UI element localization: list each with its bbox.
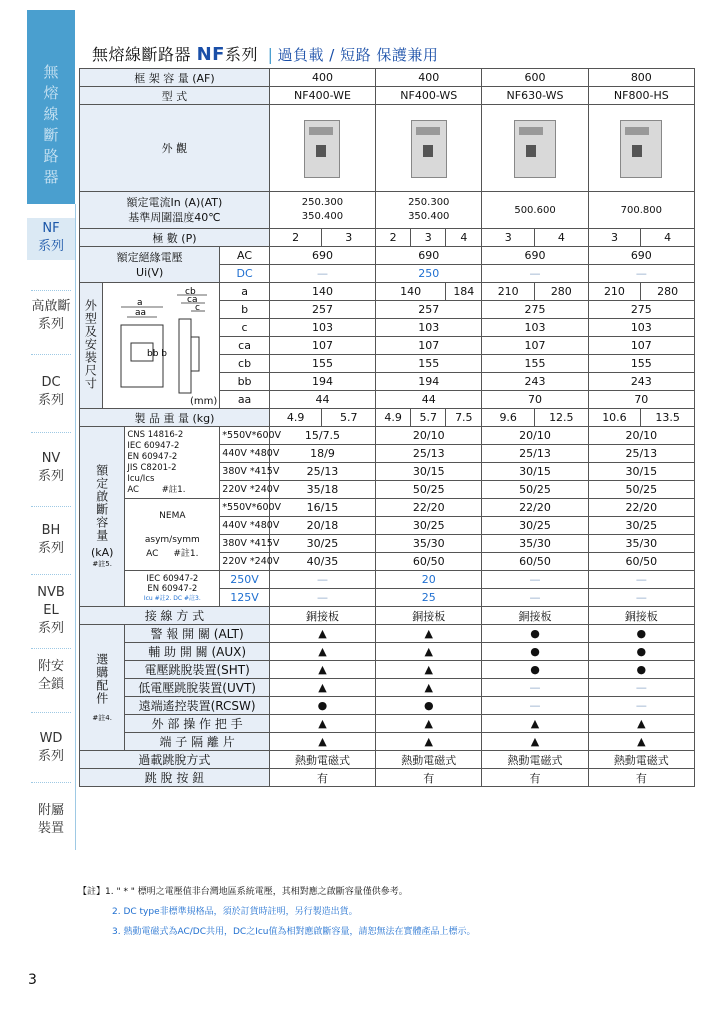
current-value: 250.300 350.400 bbox=[269, 192, 375, 229]
dim-value: 155 bbox=[376, 355, 482, 373]
svg-text:c: c bbox=[194, 303, 200, 313]
dim-value: 243 bbox=[588, 373, 694, 391]
frame-value: 400 bbox=[269, 69, 375, 87]
type-value: NF630-WS bbox=[482, 87, 588, 105]
dim-value: 44 bbox=[269, 391, 375, 409]
option-mark: ▲ bbox=[376, 643, 482, 661]
trip-value: 熱動電磁式 bbox=[588, 751, 694, 769]
option-mark: ▲ bbox=[269, 733, 375, 751]
ac-label: AC bbox=[220, 247, 270, 265]
trip-value: 熱動電磁式 bbox=[482, 751, 588, 769]
option-mark: ● bbox=[482, 661, 588, 679]
breaking-value: 60/50 bbox=[376, 553, 482, 571]
dim-value: 140 bbox=[376, 283, 446, 301]
dim-key: aa bbox=[220, 391, 270, 409]
dim-value: 275 bbox=[482, 301, 588, 319]
pole-value: 4 bbox=[535, 229, 589, 247]
spec-table bbox=[79, 68, 695, 787]
dim-value: 70 bbox=[482, 391, 588, 409]
breaking-value: 50/25 bbox=[588, 481, 694, 499]
option-mark: — bbox=[482, 697, 588, 715]
voltage-row-label: 220V *240V bbox=[220, 553, 270, 571]
dc-value: — bbox=[588, 265, 694, 283]
dim-value: 155 bbox=[482, 355, 588, 373]
sidebar-nav bbox=[27, 204, 76, 850]
weight-value: 10.6 bbox=[588, 409, 641, 427]
dim-value: 103 bbox=[482, 319, 588, 337]
breaking-value: 35/30 bbox=[376, 535, 482, 553]
breaking-value: 25 bbox=[376, 589, 482, 607]
trip-button-value: 有 bbox=[376, 769, 482, 787]
breaking-value: 16/15 bbox=[269, 499, 375, 517]
dim-title: 外型及安裝尺寸 bbox=[80, 283, 103, 409]
frame-label: 框 架 容 量 (AF) bbox=[80, 69, 270, 87]
pole-value: 3 bbox=[482, 229, 535, 247]
option-mark: ▲ bbox=[588, 733, 694, 751]
breaking-value: — bbox=[482, 571, 588, 589]
type-value: NF400-WS bbox=[376, 87, 482, 105]
weight-value: 5.7 bbox=[411, 409, 446, 427]
dim-value: 257 bbox=[376, 301, 482, 319]
voltage-row-label: 220V *240V bbox=[220, 481, 270, 499]
breaking-value: — bbox=[482, 589, 588, 607]
type-value: NF400-WE bbox=[269, 87, 375, 105]
option-mark: — bbox=[482, 679, 588, 697]
trip-button-label: 跳 脫 按 鈕 bbox=[80, 769, 270, 787]
dim-value: 155 bbox=[269, 355, 375, 373]
voltage-row-label: 440V *480V bbox=[220, 517, 270, 535]
dim-key: a bbox=[220, 283, 270, 301]
breaking-value: — bbox=[269, 589, 375, 607]
dim-value: 194 bbox=[376, 373, 482, 391]
dim-key: b bbox=[220, 301, 270, 319]
pole-value: 2 bbox=[269, 229, 322, 247]
sidebar-item-nvb-el[interactable]: NVB EL 系列 bbox=[37, 585, 65, 636]
option-mark: ▲ bbox=[269, 661, 375, 679]
option-mark: ● bbox=[482, 625, 588, 643]
option-label: 低電壓跳脫裝置(UVT) bbox=[125, 679, 269, 697]
breaking-value: 22/20 bbox=[482, 499, 588, 517]
sidebar-item-nv[interactable]: NV 系列 bbox=[37, 451, 64, 484]
sidebar-item-high-breaking[interactable]: 高啟斷 系列 bbox=[31, 299, 71, 332]
dim-value: 103 bbox=[376, 319, 482, 337]
options-title: 選購配件 #註4. bbox=[80, 625, 125, 751]
trip-value: 熱動電磁式 bbox=[376, 751, 482, 769]
dim-value: 280 bbox=[641, 283, 695, 301]
pole-value: 4 bbox=[641, 229, 695, 247]
dim-key: ca bbox=[220, 337, 270, 355]
sidebar-item-dc[interactable]: DC 系列 bbox=[37, 375, 64, 408]
breaking-value: 25/13 bbox=[376, 445, 482, 463]
svg-text:ca: ca bbox=[186, 295, 198, 305]
dim-value: 107 bbox=[588, 337, 694, 355]
trip-button-value: 有 bbox=[269, 769, 375, 787]
breaking-value: 30/15 bbox=[376, 463, 482, 481]
sidebar-item-nf[interactable]: NF 系列 bbox=[27, 218, 75, 260]
dim-key: c bbox=[220, 319, 270, 337]
weight-label: 製 品 重 量 (kg) bbox=[80, 409, 270, 427]
breaking-value: — bbox=[269, 571, 375, 589]
voltage-row-label: 380V *415V bbox=[220, 535, 270, 553]
svg-text:bb b: bb b bbox=[146, 349, 167, 359]
option-mark: ● bbox=[588, 661, 694, 679]
breaking-value: 20/10 bbox=[376, 427, 482, 445]
dim-value: 275 bbox=[588, 301, 694, 319]
breaking-value: — bbox=[588, 571, 694, 589]
dim-value: 257 bbox=[269, 301, 375, 319]
svg-text:aa: aa bbox=[134, 308, 147, 318]
option-mark: ▲ bbox=[269, 643, 375, 661]
dim-value: 155 bbox=[588, 355, 694, 373]
voltage-row-label: 440V *480V bbox=[220, 445, 270, 463]
trip-label: 過載跳脫方式 bbox=[80, 751, 270, 769]
weight-value: 12.5 bbox=[535, 409, 589, 427]
trip-value: 熱動電磁式 bbox=[269, 751, 375, 769]
breaking-value: 25/13 bbox=[588, 445, 694, 463]
dim-value: 107 bbox=[482, 337, 588, 355]
breaking-value: 30/25 bbox=[588, 517, 694, 535]
pole-value: 4 bbox=[446, 229, 482, 247]
breaking-value: 60/50 bbox=[482, 553, 588, 571]
breaking-value: 35/30 bbox=[588, 535, 694, 553]
breaking-value: 50/25 bbox=[376, 481, 482, 499]
dim-key: bb bbox=[220, 373, 270, 391]
option-mark: ▲ bbox=[376, 733, 482, 751]
option-mark: ● bbox=[588, 625, 694, 643]
breaking-value: 30/25 bbox=[376, 517, 482, 535]
option-mark: ▲ bbox=[588, 715, 694, 733]
iec-standards: IEC 60947-2 EN 60947-2 Icu #註2. DC #註3. bbox=[125, 571, 220, 607]
option-mark: ▲ bbox=[376, 661, 482, 679]
dim-key: cb bbox=[220, 355, 270, 373]
dc-voltage-label: 125V bbox=[220, 589, 270, 607]
type-label: 型 式 bbox=[80, 87, 270, 105]
breaking-value: 35/18 bbox=[269, 481, 375, 499]
option-mark: ● bbox=[482, 643, 588, 661]
option-mark: ● bbox=[269, 697, 375, 715]
weight-value: 4.9 bbox=[376, 409, 411, 427]
ac-value: 690 bbox=[269, 247, 375, 265]
svg-text:cb: cb bbox=[184, 287, 196, 297]
weight-value: 5.7 bbox=[322, 409, 376, 427]
current-value: 500.600 bbox=[482, 192, 588, 229]
option-mark: ▲ bbox=[376, 679, 482, 697]
pole-value: 3 bbox=[588, 229, 641, 247]
dim-value: 103 bbox=[588, 319, 694, 337]
sidebar-item-bh[interactable]: BH 系列 bbox=[37, 523, 64, 556]
option-mark: ▲ bbox=[269, 625, 375, 643]
option-mark: ▲ bbox=[482, 733, 588, 751]
dc-voltage-label: 250V bbox=[220, 571, 270, 589]
dim-value: 44 bbox=[376, 391, 482, 409]
breaking-value: 18/9 bbox=[269, 445, 375, 463]
breaker-image bbox=[269, 105, 375, 192]
breaking-value: 30/25 bbox=[482, 517, 588, 535]
breaker-image bbox=[482, 105, 588, 192]
option-mark: ▲ bbox=[269, 679, 375, 697]
breaker-image bbox=[376, 105, 482, 192]
breaking-value: 20 bbox=[376, 571, 482, 589]
sidebar-header: 無 熔 線 斷 路 器 bbox=[27, 10, 75, 204]
dim-value: 243 bbox=[482, 373, 588, 391]
option-label: 電壓跳脫裝置(SHT) bbox=[125, 661, 269, 679]
weight-value: 13.5 bbox=[641, 409, 695, 427]
dimension-drawing bbox=[107, 285, 215, 403]
breaking-value: 15/7.5 bbox=[269, 427, 375, 445]
dc-value: 250 bbox=[376, 265, 482, 283]
dim-unit: (mm) bbox=[189, 396, 218, 407]
option-label: 遠端遙控裝置(RCSW) bbox=[125, 697, 269, 715]
frame-value: 600 bbox=[482, 69, 588, 87]
option-label: 警 報 開 關 (ALT) bbox=[125, 625, 269, 643]
option-label: 外 部 操 作 把 手 bbox=[125, 715, 269, 733]
page-title: 無熔線斷路器 NF系列 | 過負載 / 短路 保護兼用 bbox=[92, 44, 439, 65]
current-label: 額定電流In (A)(AT) 基準周圍溫度40℃ bbox=[80, 192, 270, 229]
breaking-value: 22/20 bbox=[588, 499, 694, 517]
breaking-value: 40/35 bbox=[269, 553, 375, 571]
weight-value: 7.5 bbox=[446, 409, 482, 427]
dim-value: 210 bbox=[482, 283, 535, 301]
ac-value: 690 bbox=[482, 247, 588, 265]
sidebar bbox=[27, 10, 75, 850]
dim-value: 107 bbox=[376, 337, 482, 355]
weight-value: 9.6 bbox=[482, 409, 535, 427]
dc-label: DC bbox=[220, 265, 270, 283]
sidebar-item-wd[interactable]: WD 系列 bbox=[37, 731, 64, 764]
option-mark: ▲ bbox=[376, 715, 482, 733]
cns-standards: CNS 14816-2 IEC 60947-2 EN 60947-2 JIS C8201-2 Icu/Ics AC #註1. bbox=[125, 427, 220, 499]
breaking-value: — bbox=[588, 589, 694, 607]
breaking-value: 20/10 bbox=[482, 427, 588, 445]
voltage-row-label: *550V*600V bbox=[220, 427, 270, 445]
ac-value: 690 bbox=[588, 247, 694, 265]
poles-label: 極 數 (P) bbox=[80, 229, 270, 247]
footnotes bbox=[78, 882, 476, 942]
option-mark: ● bbox=[588, 643, 694, 661]
ac-value: 690 bbox=[376, 247, 482, 265]
dc-value: — bbox=[269, 265, 375, 283]
voltage-row-label: *550V*600V bbox=[220, 499, 270, 517]
pole-value: 2 bbox=[376, 229, 411, 247]
connection-value: 銅接板 bbox=[482, 607, 588, 625]
option-label: 端 子 隔 離 片 bbox=[125, 733, 269, 751]
breaking-value: 25/13 bbox=[269, 463, 375, 481]
nema-standards: NEMA asym/symm AC #註1. bbox=[125, 499, 220, 571]
sidebar-item-accessories[interactable]: 附屬 裝置 bbox=[37, 803, 64, 836]
breaking-value: 22/20 bbox=[376, 499, 482, 517]
dim-value: 103 bbox=[269, 319, 375, 337]
breaking-value: 60/50 bbox=[588, 553, 694, 571]
weight-value: 4.9 bbox=[269, 409, 322, 427]
svg-text:a: a bbox=[136, 298, 143, 308]
connection-value: 銅接板 bbox=[376, 607, 482, 625]
connection-value: 銅接板 bbox=[269, 607, 375, 625]
dim-value: 107 bbox=[269, 337, 375, 355]
frame-value: 800 bbox=[588, 69, 694, 87]
voltage-label: 額定絕緣電壓 Ui(V) bbox=[80, 247, 220, 283]
option-mark: ● bbox=[376, 697, 482, 715]
dimension-diagram bbox=[102, 283, 220, 409]
dim-value: 70 bbox=[588, 391, 694, 409]
sidebar-item-safety-lock[interactable]: 附安 全鎖 bbox=[37, 659, 64, 692]
dc-value: — bbox=[482, 265, 588, 283]
option-mark: ▲ bbox=[269, 715, 375, 733]
dim-value: 210 bbox=[588, 283, 641, 301]
breaking-value: 20/10 bbox=[588, 427, 694, 445]
note-3: 3. 熱動電磁式為AC/DC共用，DC之Icu值為相對應啟斷容量，請恕無法在實體產品上標示。 bbox=[112, 927, 476, 937]
frame-value: 400 bbox=[376, 69, 482, 87]
connection-label: 接 線 方 式 bbox=[80, 607, 270, 625]
breaking-title: 額定啟斷容量 (kA) #註5. bbox=[80, 427, 125, 607]
connection-value: 銅接板 bbox=[588, 607, 694, 625]
breaking-value: 30/25 bbox=[269, 535, 375, 553]
pole-value: 3 bbox=[322, 229, 376, 247]
trip-button-value: 有 bbox=[482, 769, 588, 787]
current-value: 250.300 350.400 bbox=[376, 192, 482, 229]
note-2: 2. DC type非標準規格品，須於訂貨時註明，另行製造出貨。 bbox=[112, 907, 358, 917]
option-mark: ▲ bbox=[482, 715, 588, 733]
current-value: 700.800 bbox=[588, 192, 694, 229]
voltage-row-label: 380V *415V bbox=[220, 463, 270, 481]
note-1: 【註】1. " * " 標明之電壓值非台灣地區系統電壓，其相對應之啟斷容量僅供參考。 bbox=[78, 887, 408, 897]
page-number: 3 bbox=[28, 972, 37, 988]
option-mark: — bbox=[588, 697, 694, 715]
dim-value: 194 bbox=[269, 373, 375, 391]
breaker-image bbox=[588, 105, 694, 192]
breaking-value: 50/25 bbox=[482, 481, 588, 499]
option-mark: — bbox=[588, 679, 694, 697]
dim-value: 280 bbox=[535, 283, 589, 301]
breaking-value: 30/15 bbox=[482, 463, 588, 481]
appearance-label: 外 觀 bbox=[80, 105, 270, 192]
option-mark: ▲ bbox=[376, 625, 482, 643]
breaking-value: 20/18 bbox=[269, 517, 375, 535]
dim-value: 140 bbox=[269, 283, 375, 301]
breaking-value: 25/13 bbox=[482, 445, 588, 463]
option-label: 輔 助 開 關 (AUX) bbox=[125, 643, 269, 661]
breaking-value: 30/15 bbox=[588, 463, 694, 481]
dim-value: 184 bbox=[446, 283, 482, 301]
trip-button-value: 有 bbox=[588, 769, 694, 787]
type-value: NF800-HS bbox=[588, 87, 694, 105]
breaking-value: 35/30 bbox=[482, 535, 588, 553]
pole-value: 3 bbox=[411, 229, 446, 247]
